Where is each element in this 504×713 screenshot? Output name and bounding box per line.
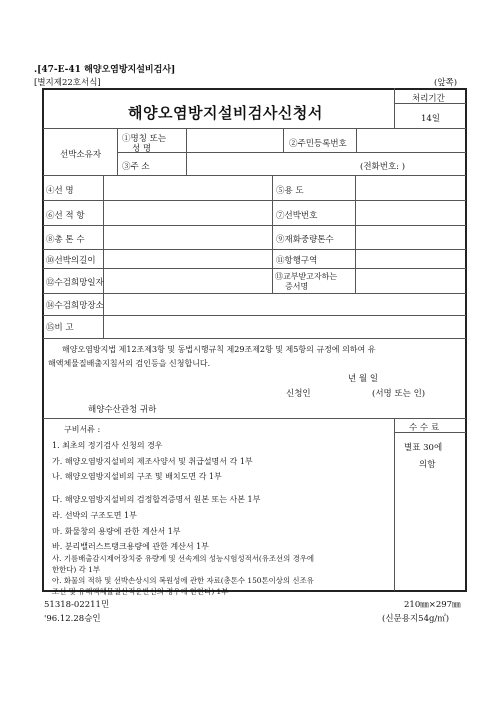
ship-name-label: ④선 명	[46, 186, 74, 196]
doc-item: 나. 해양오염방지설비의 구조 및 배치도면 각 1부	[52, 472, 222, 481]
certificate-label-line2: 증서명	[285, 282, 309, 291]
required-docs-title: 구비서류 :	[64, 425, 101, 434]
ship-length-field[interactable]	[105, 251, 270, 267]
fee-line1: 별표 30에	[404, 443, 443, 453]
statement-line1: 해양오염방지법 제12조제3항 및 동법시행규칙 제29조제2항 및 제5항의 규정에 의하여 유	[62, 345, 376, 354]
footer-paper: (신문용지54g/㎡)	[382, 614, 450, 624]
footer-approval: '96.12.28승인	[44, 614, 101, 624]
fee-line2: 의함	[419, 460, 436, 470]
doc-item: 다. 해양오염방지설비의 검정합격증명서 원본 또는 사본 1부	[52, 495, 261, 504]
fee-title: 수 수 료	[409, 423, 440, 433]
phone-label: (전화번호: )	[360, 162, 406, 172]
address-label: ③주 소	[122, 162, 150, 172]
name-label-line1: ①명칭 또는	[122, 134, 167, 144]
processing-period-value: 14일	[421, 114, 441, 124]
navigation-area-label: ⑪항행구역	[276, 256, 318, 266]
footer-size: 210㎜×297㎜	[404, 600, 461, 610]
doc-item: 아. 화물의 적하 및 선박손상시의 복원성에 관한 자료(총톤수 150톤이상의 신조유	[52, 576, 314, 585]
deadweight-label: ⑨재화중량톤수	[276, 235, 334, 245]
doc-item: 바. 분리밸러스트탱크용량에 관한 계산서 1부	[52, 542, 209, 551]
ship-number-label: ⑦선박번호	[276, 211, 318, 221]
name-label-line2: 성 명	[132, 144, 152, 154]
certificate-label-line1: ⑬교부받고자하는	[275, 272, 338, 281]
signature-label: (서명 또는 인)	[372, 389, 426, 399]
doc-item: 마. 화물창의 용량에 관한 계산서 1부	[52, 527, 181, 536]
form-title: 해양오염방지설비검사신청서	[128, 104, 323, 122]
doc-item: 한한다) 각 1부	[52, 565, 100, 574]
doc-item: 라. 선박의 구조도면 1부	[52, 511, 137, 520]
resident-number-label: ②주민등록번호	[289, 139, 347, 149]
date-line: 년 월 일	[348, 374, 379, 384]
ship-length-label: ⑩선박의길이	[46, 256, 96, 266]
doc-item: 가. 해양오염방지설비의 제조사양서 및 취급설명서 각 1부	[52, 457, 253, 466]
page-side: (앞쪽)	[434, 78, 458, 88]
doc-item: 조선 및 유해액체물질산적운반선의 경우에 한한다) 1부	[52, 587, 229, 596]
statement-line2: 해액체물질배출지침서의 검인등을 신청합니다.	[48, 359, 211, 368]
inspection-place-field[interactable]	[105, 295, 464, 313]
inspection-place-label: ⑭수검희망장소	[46, 301, 104, 311]
applicant-label: 신청인	[286, 389, 311, 399]
navigation-area-field[interactable]	[357, 251, 464, 267]
name-field[interactable]	[188, 133, 282, 150]
form-number: [별지제22호서식]	[34, 78, 101, 88]
deadweight-field[interactable]	[357, 227, 464, 247]
ship-number-field[interactable]	[357, 202, 464, 223]
usage-label: ⑤용 도	[276, 186, 304, 196]
inspection-date-label: ⑫수검희망일자	[46, 278, 104, 288]
owner-label: 선박소유자	[60, 150, 102, 160]
usage-field[interactable]	[357, 177, 464, 198]
address-field[interactable]	[190, 156, 350, 173]
form-code: .[47-E-41 해양오염방지설비검사]	[34, 65, 176, 75]
remarks-label: ⑮비 고	[46, 323, 74, 333]
port-of-registry-field[interactable]	[105, 202, 270, 223]
doc-item: 사. 기름배출감시제어장치중 유량계 및 선속계의 성능시험성적서(유조선의 경우에	[52, 554, 315, 563]
ship-name-field[interactable]	[105, 177, 270, 198]
inspection-date-field[interactable]	[105, 270, 270, 291]
footer-code: 51318-02211민	[44, 600, 110, 610]
remarks-field[interactable]	[105, 317, 464, 336]
certificate-field[interactable]	[357, 270, 464, 291]
recipient: 해양수산관청 귀하	[88, 405, 157, 415]
gross-tonnage-field[interactable]	[105, 227, 270, 247]
gross-tonnage-label: ⑧총 톤 수	[46, 235, 85, 245]
doc-item: 1. 최초의 정기검사 신청의 경우	[52, 441, 163, 450]
processing-period-label: 처리기간	[412, 94, 445, 104]
port-of-registry-label: ⑥선 적 항	[46, 211, 85, 221]
resident-number-field[interactable]	[358, 133, 464, 150]
